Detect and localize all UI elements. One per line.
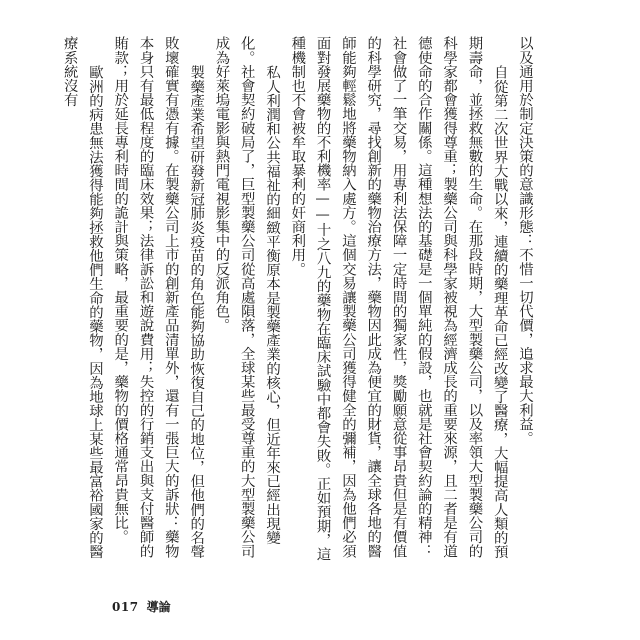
page-footer [112, 598, 171, 615]
body-text [56, 36, 537, 564]
paragraph-3: 私人利潤和公共福祉的細緻平衡原本是製藥產業的核心，但近年來已經出現變化。社會契約破局了，巨型製藥公司從高處隕落，全球某些最受尊重的大型製藥公司成為好萊塢電影與熱門電視影集中的反派角色。 [213, 36, 281, 558]
paragraph-4: 製藥產業希望研發新冠肺炎疫苗的角色能夠協助恢復自己的地位，但他們的名聲敗壞確實有憑有據。在製藥公司上市的創新產品清單外，還有一張巨大的訴狀：藥物本身只有最低程度的臨床效果；法律訴訟和遊說費用；失控的行銷支出與支付醫師的賄款；用於延長專利時間的詭計與策略，最重要的是，藥物的價格通常昂貴無比。 [112, 36, 205, 559]
page-number: 017 [112, 600, 139, 614]
paragraph-2: 自從第二次世界大戰以來，連續的藥理革命已經改變了醫療，大幅提高人類的預期壽命，並拯救無數的生命。在那段時期，大型製藥公司，以及率領大型製藥公司的科學家都會獲得尊重；製藥公司與科學家被視為經濟成長的重要來源，且二者是有道德使命的合作關係。這種想法的基礎是一個單純的假設，也就是社會契約論的精神：社會做了一筆交易，用專利法保障一定時間的獨家性，獎勵願意從事昂貴但是有價值的科學研究，尋找創新的藥物治療方法，藥物因此成為便宜的財貨，讓全球各地的醫師能夠輕鬆地將藥物納入處方。這個交易讓製藥公司獲得健全的彌補，因為他們必須面對發展藥物的不利機率——十之八九的藥物在臨床試驗中都會失敗。正如預期，這種機制也不會被牟取暴利的奸商利用。 [289, 36, 508, 561]
paragraph-1: 以及通用於制定決策的意識形態：不惜一切代價，追求最大利益。 [517, 36, 533, 445]
paragraph-5: 歐洲的病患無法獲得能夠拯救他們生命的藥物，因為地球上某些最富裕國家的醫療系統沒有 [61, 36, 103, 559]
running-head: 導論 [146, 600, 171, 614]
